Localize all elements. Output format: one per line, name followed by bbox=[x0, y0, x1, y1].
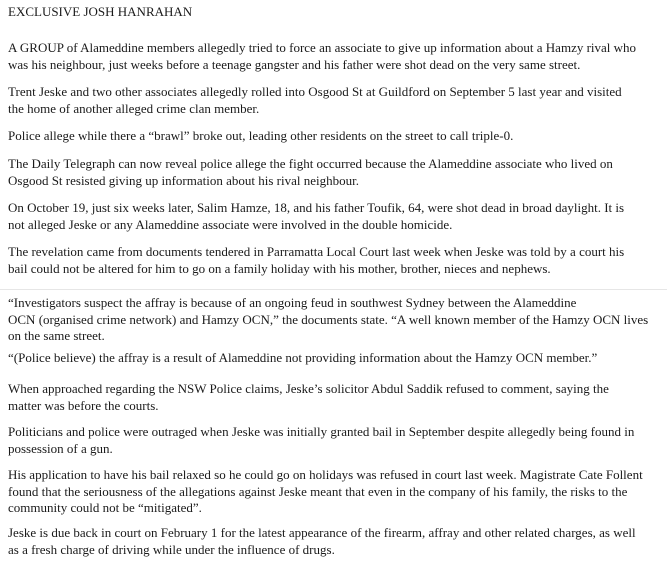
paragraph-line: When approached regarding the NSW Police claims, Jeske’s solicitor Abdul Saddik refused to comment, saying the bbox=[8, 381, 609, 396]
paragraph-11 bbox=[8, 467, 663, 517]
paragraph-line: Trent Jeske and two other associates allegedly rolled into Osgood St at Guildford on September 5 last year and visited bbox=[8, 84, 622, 99]
paragraph-line: The revelation came from documents tendered in Parramatta Local Court last week when Jeske was told by a court his bbox=[8, 244, 625, 259]
paragraph-line: not alleged Jeske or any Alameddine associate were involved in the double homicide. bbox=[8, 216, 453, 232]
paragraph-line: on the same street. bbox=[8, 328, 105, 343]
paragraph-5 bbox=[8, 200, 663, 233]
paragraph-line: found that the seriousness of the allegations against Jeske meant that even in the company of his family, the risks to the bbox=[8, 483, 628, 499]
paragraph-2 bbox=[8, 84, 663, 117]
paragraph-4 bbox=[8, 156, 663, 189]
paragraph-line: On October 19, just six weeks later, Salim Hamze, 18, and his father Toufik, 64, were shot dead in broad daylight. It is bbox=[8, 200, 625, 215]
paragraph-line: The Daily Telegraph can now reveal police allege the fight occurred because the Alameddine associate who lived on bbox=[8, 156, 613, 171]
paragraph-line: His application to have his bail relaxed so he could go on holidays was refused in court last week. Magistrate Cate Follent bbox=[8, 467, 643, 482]
paragraph-line: Jeske is due back in court on February 1 for the latest appearance of the firearm, affray and other related charges, as well bbox=[8, 525, 636, 540]
paragraph-line: A GROUP of Alameddine members allegedly tried to force an associate to give up information about a Hamzy rival who bbox=[8, 40, 637, 55]
paragraph-line: “(Police believe) the affray is a result of Alameddine not providing information about the Hamzy OCN member.” bbox=[8, 350, 598, 365]
paragraph-9 bbox=[8, 381, 663, 414]
paragraph-line: as a fresh charge of driving while under the influence of drugs. bbox=[8, 541, 335, 557]
byline: EXCLUSIVE JOSH HANRAHAN bbox=[8, 4, 193, 19]
paragraph-line: bail could not be altered for him to go on a family holiday with his mother, brother, nieces and nephews. bbox=[8, 260, 551, 276]
paragraph-line: “Investigators suspect the affray is because of an ongoing feud in southwest Sydney between the Alameddine bbox=[8, 295, 577, 310]
paragraph-3 bbox=[8, 128, 663, 145]
paragraph-12 bbox=[8, 525, 663, 558]
paragraph-line: the home of another alleged crime clan member. bbox=[8, 100, 260, 116]
paragraph-line: community could not be “mitigated”. bbox=[8, 500, 202, 515]
paragraph-line: Politicians and police were outraged when Jeske was initially granted bail in September despite allegedly being found in bbox=[8, 424, 635, 439]
paragraph-line: matter was before the courts. bbox=[8, 397, 159, 413]
paragraph-line: Osgood St resisted giving up information about his rival neighbour. bbox=[8, 172, 359, 188]
paragraph-1 bbox=[8, 40, 663, 73]
section-divider bbox=[0, 289, 667, 290]
paragraph-line: was his neighbour, just weeks before a teenage gangster and his father were shot dead on the very same street. bbox=[8, 56, 581, 72]
paragraph-line: OCN (organised crime network) and Hamzy OCN,” the documents state. “A well known member of the Hamzy OCN lives bbox=[8, 311, 649, 327]
paragraph-8 bbox=[8, 350, 663, 367]
paragraph-10 bbox=[8, 424, 663, 457]
paragraph-7 bbox=[8, 295, 663, 345]
paragraph-6 bbox=[8, 244, 663, 277]
paragraph-line: possession of a gun. bbox=[8, 440, 113, 456]
paragraph-line: Police allege while there a “brawl” broke out, leading other residents on the street to call triple-0. bbox=[8, 128, 514, 143]
